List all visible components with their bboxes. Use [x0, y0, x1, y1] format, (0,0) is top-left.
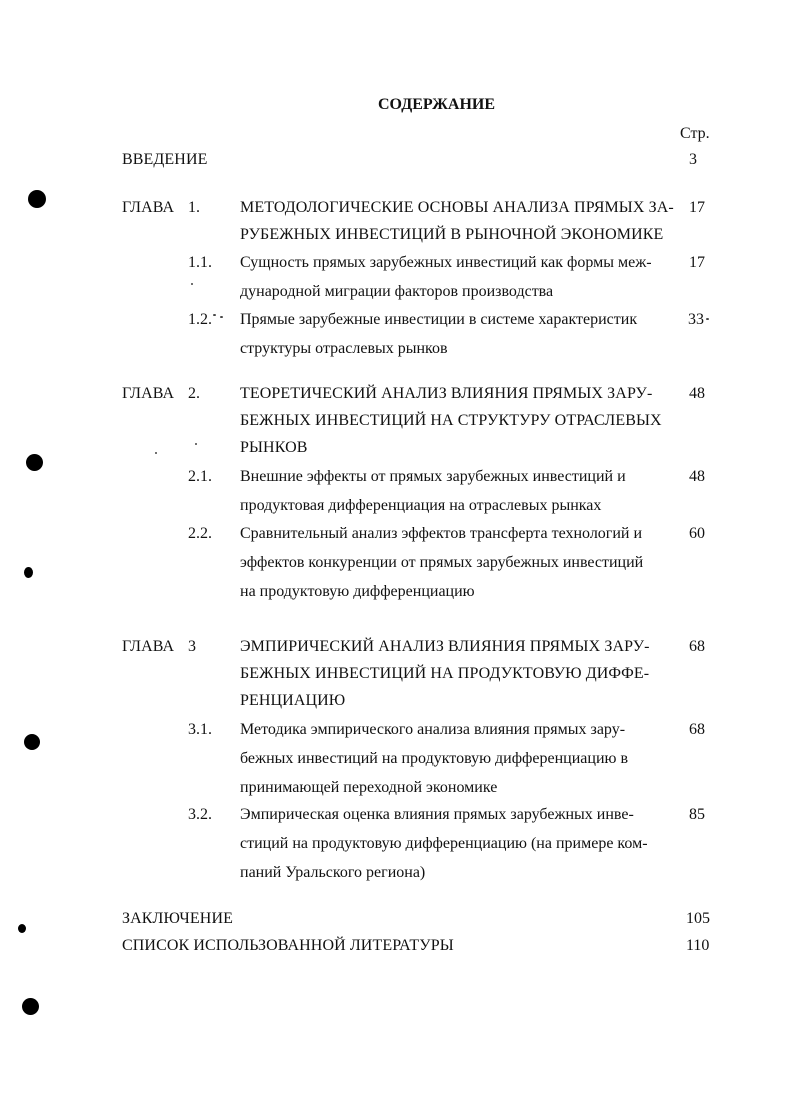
- chapter-1-title-line-2: РУБЕЖНЫХ ИНВЕСТИЦИЙ В РЫНОЧНОЙ ЭКОНОМИКЕ: [240, 226, 664, 243]
- chapter-2-number: 2.: [188, 385, 200, 402]
- section-2-2-line-3: на продуктовую дифференциацию: [240, 583, 475, 600]
- section-3-1-page: 68: [689, 721, 705, 738]
- section-3-1-line-1: Методика эмпирического анализа влияния прямых зару-: [240, 721, 626, 738]
- scan-speck-4: [155, 452, 157, 454]
- toc-bibliography-page: 110: [686, 937, 710, 954]
- chapter-3-number: 3: [188, 638, 196, 655]
- toc-intro-page: 3: [689, 151, 697, 168]
- section-3-2-page: 85: [689, 806, 705, 823]
- section-2-2-number: 2.2.: [188, 525, 212, 542]
- section-1-2-page: 33: [688, 311, 704, 328]
- section-1-2-line-2: структуры отраслевых рынков: [240, 340, 448, 357]
- section-3-1-number: 3.1.: [188, 721, 212, 738]
- chapter-1-page: 17: [689, 199, 705, 216]
- chapter-3-page: 68: [689, 638, 705, 655]
- punch-hole-3: [24, 567, 33, 578]
- chapter-3-title-line-1: ЭМПИРИЧЕСКИЙ АНАЛИЗ ВЛИЯНИЯ ПРЯМЫХ ЗАРУ-: [240, 638, 650, 655]
- scan-speck-1: [191, 283, 193, 285]
- section-3-2-line-1: Эмпирическая оценка влияния прямых зарубежных инве-: [240, 806, 634, 823]
- section-2-2-page: 60: [689, 525, 705, 542]
- section-3-1-line-3: принимающей переходной экономике: [240, 779, 498, 796]
- section-2-1-number: 2.1.: [188, 468, 212, 485]
- punch-hole-6: [22, 998, 39, 1015]
- section-2-1-line-1: Внешние эффекты от прямых зарубежных инвестиций и: [240, 468, 626, 485]
- punch-hole-2: [26, 454, 43, 471]
- scan-speck-6: [706, 318, 709, 320]
- scan-speck-5: [195, 443, 197, 445]
- punch-hole-4: [24, 734, 40, 750]
- section-2-1-line-2: продуктовая дифференциация на отраслевых рынках: [240, 497, 602, 514]
- chapter-2-title-line-2: БЕЖНЫХ ИНВЕСТИЦИЙ НА СТРУКТУРУ ОТРАСЛЕВЫХ: [240, 412, 662, 429]
- page-column-header: Стр.: [680, 125, 710, 142]
- chapter-2-page: 48: [689, 385, 705, 402]
- section-1-1-page: 17: [689, 254, 705, 271]
- section-3-1-line-2: бежных инвестиций на продуктовую дифференциацию в: [240, 750, 629, 767]
- chapter-2-label: ГЛАВА: [122, 385, 175, 402]
- punch-hole-5: [18, 924, 26, 933]
- section-1-1-line-2: дународной миграции факторов производства: [240, 283, 554, 300]
- chapter-3-label: ГЛАВА: [122, 638, 175, 655]
- section-1-1-line-1: Сущность прямых зарубежных инвестиций как формы меж-: [240, 254, 652, 271]
- chapter-3-title-line-3: РЕНЦИАЦИЮ: [240, 692, 346, 709]
- section-3-2-line-3: паний Уральского региона): [240, 864, 426, 881]
- scan-speck-3: [220, 316, 223, 318]
- section-2-2-line-2: эффектов конкуренции от прямых зарубежных инвестиций: [240, 554, 644, 571]
- page-title: СОДЕРЖАНИЕ: [378, 96, 496, 113]
- section-2-2-line-1: Сравнительный анализ эффектов трансферта технологий и: [240, 525, 643, 542]
- section-1-1-number: 1.1.: [188, 254, 212, 271]
- toc-bibliography-label: СПИСОК ИСПОЛЬЗОВАННОЙ ЛИТЕРАТУРЫ: [122, 937, 454, 954]
- chapter-2-title-line-1: ТЕОРЕТИЧЕСКИЙ АНАЛИЗ ВЛИЯНИЯ ПРЯМЫХ ЗАРУ-: [240, 385, 653, 402]
- toc-conclusion-page: 105: [686, 910, 710, 927]
- chapter-1-label: ГЛАВА: [122, 199, 175, 216]
- section-2-1-page: 48: [689, 468, 705, 485]
- section-3-2-number: 3.2.: [188, 806, 212, 823]
- toc-conclusion-label: ЗАКЛЮЧЕНИЕ: [122, 910, 233, 927]
- toc-intro-label: ВВЕДЕНИЕ: [122, 151, 208, 168]
- section-3-2-line-2: стиций на продуктовую дифференциацию (на примере ком-: [240, 835, 648, 852]
- scan-speck-2: [213, 314, 216, 316]
- chapter-1-title-line-1: МЕТОДОЛОГИЧЕСКИЕ ОСНОВЫ АНАЛИЗА ПРЯМЫХ ЗА-: [240, 199, 674, 216]
- punch-hole-1: [28, 190, 46, 208]
- section-1-2-number: 1.2.: [188, 311, 212, 328]
- chapter-2-title-line-3: РЫНКОВ: [240, 439, 308, 456]
- section-1-2-line-1: Прямые зарубежные инвестиции в системе характеристик: [240, 311, 638, 328]
- chapter-3-title-line-2: БЕЖНЫХ ИНВЕСТИЦИЙ НА ПРОДУКТОВУЮ ДИФФЕ-: [240, 665, 650, 682]
- chapter-1-number: 1.: [188, 199, 200, 216]
